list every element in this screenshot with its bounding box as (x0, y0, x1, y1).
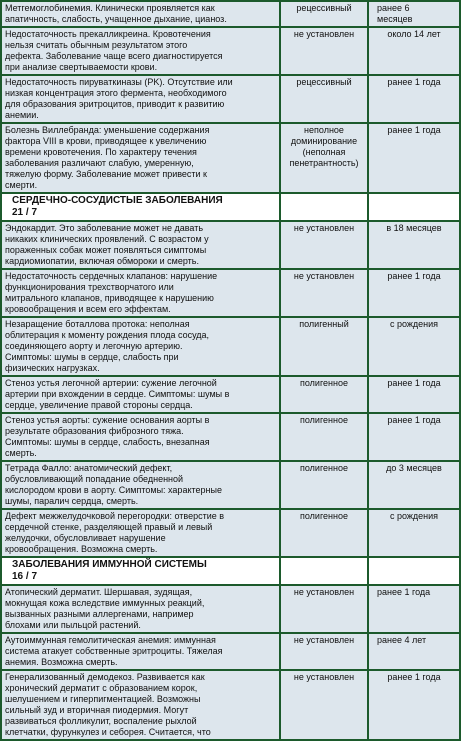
onset-age: ранее 1 года (368, 376, 460, 413)
section-empty-cell (280, 557, 368, 585)
table-row (1, 269, 460, 317)
onset-age: ранее 1 года (368, 670, 460, 740)
disease-description: Атопический дерматит. Шершавая, зудящая, мокнущая кожа вследствие иммунных реакций, вызванных разными аллергенами, например блохами или пыльцой растений. (1, 585, 280, 633)
inheritance-type: полигенное (280, 509, 368, 557)
disease-description: Генерализованный демодекоз. Развивается как хронический дерматит с образованием корок, шелушением и гиперпигментацией. Возможны сильный зуд и вторичная пиодермия. Могут развиваться фолликулит, воспаление рыхлой клетчатки, фурункулез и себорея. Считается, что (1, 670, 280, 740)
table-row (1, 376, 460, 413)
inheritance-type: не установлен (280, 269, 368, 317)
table-row (1, 27, 460, 75)
onset-age: в 18 месяцев (368, 221, 460, 269)
inheritance-type: полигенное (280, 461, 368, 509)
onset-age: с рождения (368, 317, 460, 376)
table-row (1, 461, 460, 509)
disease-table-body (1, 1, 460, 740)
onset-age: ранее 1 года (368, 123, 460, 193)
section-title: ЗАБОЛЕВАНИЯ ИММУННОЙ СИСТЕМЫ 16 / 7 (1, 557, 280, 585)
section-header-row (1, 557, 460, 585)
inheritance-type: не установлен (280, 670, 368, 740)
disease-description: Незаращение боталлова протока: неполная облитерация к моменту рождения плода сосуда, соединяющего аорту и легочную артерию. Симптомы: шумы в сердце, слабость при физических нагрузках. (1, 317, 280, 376)
section-empty-cell (368, 193, 460, 221)
inheritance-type: полигенный (280, 317, 368, 376)
table-row (1, 75, 460, 123)
section-empty-cell (280, 193, 368, 221)
disease-description: Стеноз устья легочной артерии: сужение легочной артерии при вхождении в сердце. Симптомы: шумы в сердце, увеличение правой стороны сердца. (1, 376, 280, 413)
disease-description: Дефект межжелудочковой перегородки: отверстие в сердечной стенке, разделяющей правый и левый желудочки, обусловливает нарушение кровообращения. Возможна смерть. (1, 509, 280, 557)
onset-age: до 3 месяцев (368, 461, 460, 509)
inheritance-type: полигенное (280, 413, 368, 461)
onset-age: около 14 лет (368, 27, 460, 75)
inheritance-type: рецессивный (280, 75, 368, 123)
onset-age: ранее 6 месяцев (368, 1, 460, 27)
onset-age: ранее 1 года (368, 413, 460, 461)
disease-description: Недостаточность сердечных клапанов: нарушение функционирования трехстворчатого или митрального клапанов, приводящее к нарушению кровообращения и всем его эффектам. (1, 269, 280, 317)
onset-age: ранее 1 года (368, 75, 460, 123)
onset-age: ранее 1 года (368, 269, 460, 317)
table-row (1, 317, 460, 376)
table-row (1, 633, 460, 670)
disease-description: Недостаточность прекалликреина. Кровотечения нельзя считать обычным результатом этого дефекта. Заболевание чаще всего диагностируется при анализе свертываемости крови. (1, 27, 280, 75)
inheritance-type: рецессивный (280, 1, 368, 27)
disease-description: Метгемоглобинемия. Клинически проявляется как апатичность, слабость, учащенное дыхание, цианоз. (1, 1, 280, 27)
inheritance-type: не установлен (280, 221, 368, 269)
table-row (1, 585, 460, 633)
table-row (1, 1, 460, 27)
disease-description: Недостаточность пирувaткиназы (PK). Отсутствие или низкая концентрация этого фермента, необходимого для образования эритроцитов, приводит к развитию анемии. (1, 75, 280, 123)
onset-age: с рождения (368, 509, 460, 557)
section-header-row (1, 193, 460, 221)
onset-age: ранее 4 лет (368, 633, 460, 670)
onset-age: ранее 1 года (368, 585, 460, 633)
section-empty-cell (368, 557, 460, 585)
table-row (1, 221, 460, 269)
table-row (1, 413, 460, 461)
table-row (1, 670, 460, 740)
disease-description: Стеноз устья аорты: сужение основания аорты в результате образования фиброзного тяжа. Симптомы: шумы в сердце, слабость, внезапная смерть. (1, 413, 280, 461)
disease-description: Эндокардит. Это заболевание может не давать никаких клинических проявлений. С возрастом у пораженных собак может появляться симптомы кардиомиопатии, включая обмороки и смерть. (1, 221, 280, 269)
inheritance-type: не установлен (280, 585, 368, 633)
inheritance-type: неполное доминирование (неполная пенетрантность) (280, 123, 368, 193)
table-row (1, 509, 460, 557)
inheritance-type: не установлен (280, 633, 368, 670)
inheritance-type: не установлен (280, 27, 368, 75)
inheritance-type: полигенное (280, 376, 368, 413)
section-title: СЕРДЕЧНО-СОСУДИСТЫЕ ЗАБОЛЕВАНИЯ 21 / 7 (1, 193, 280, 221)
disease-description: Тетрада Фалло: анатомический дефект, обусловливающий попадание обедненной кислородом крови в аорту. Симптомы: характерные шумы, паралич сердца, смерть. (1, 461, 280, 509)
disease-description: Аутоиммунная гемолитическая анемия: иммунная система атакует собственные эритроциты. Тяжелая анемия. Возможна смерть. (1, 633, 280, 670)
table-row (1, 123, 460, 193)
disease-description: Болезнь Виллебранда: уменьшение содержания фактора VIII в крови, приводящее к увеличению времени кровотечения. По характеру течения заболевания различают слабую, умеренную, тяжелую форму. Заболевание может привести к смерти. (1, 123, 280, 193)
